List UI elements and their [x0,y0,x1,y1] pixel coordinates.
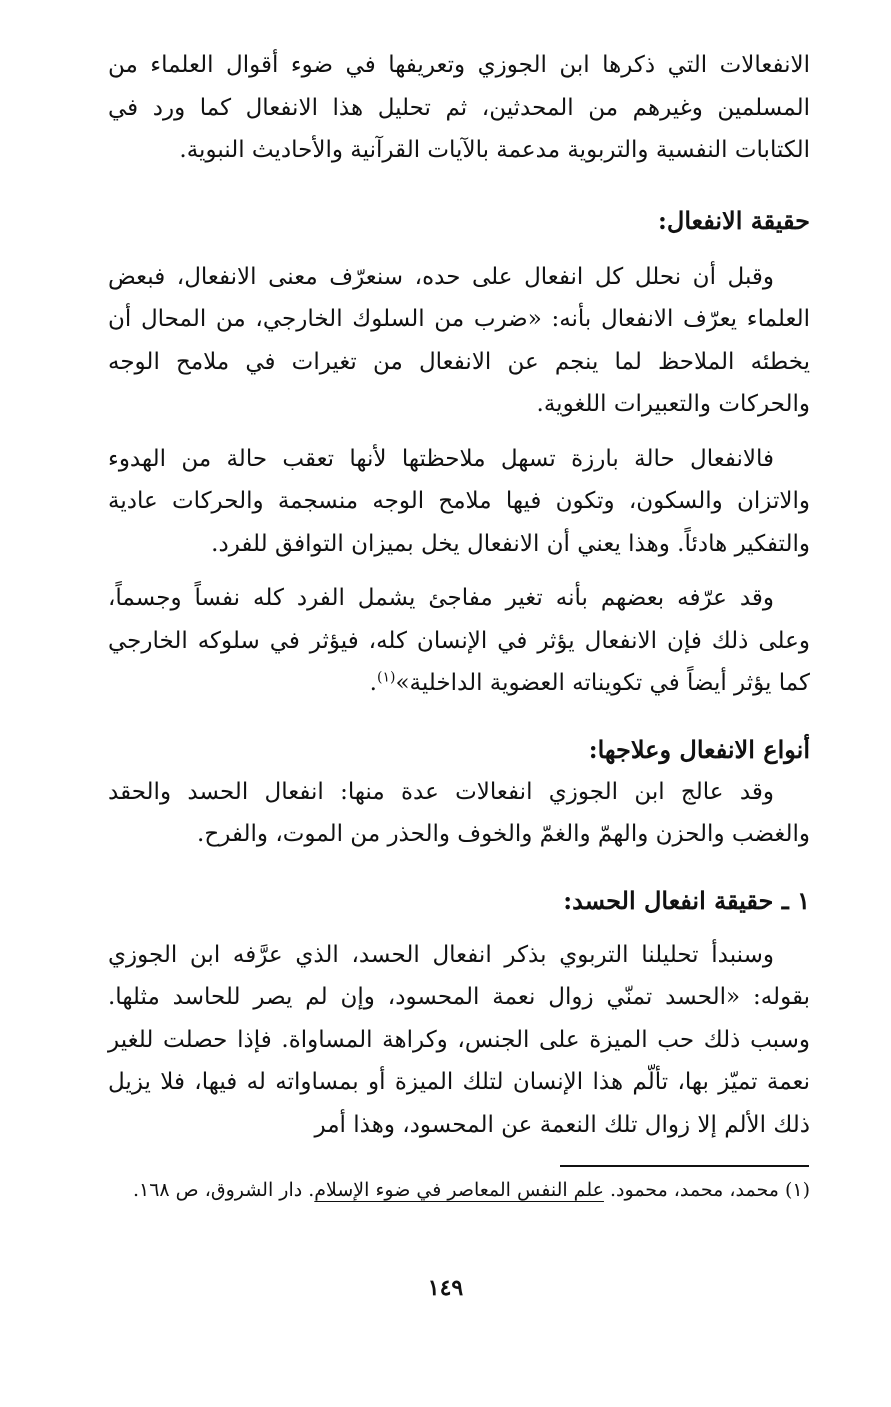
types-heading: أنواع الانفعال وعلاجها: [588,734,810,764]
footnote-reference: (١) [376,669,396,686]
footnote-book-title: علم النفس المعاصر في ضوء الإسلام [314,1179,604,1201]
envy-paragraph: وسنبدأ تحليلنا التربوي بذكر انفعال الحسد، الذي عرَّفه ابن الجوزي بقوله: «الحسد تمنّي زوال نعمة المحسود، وإن لم يصر للحاسد مثلها. وسبب ذلك حب الميزة على الجنس، وكراهة المساواة. فإذا حصلت للغير نعمة تميّز بها، تألّم هذا الإنسان لتلك الميزة أو بمساواته له فيها، فلا يزيل ذلك الألم إلا زوال تلك النعمة عن المحسود، وهذا أمر [108,941,810,1138]
reality-paragraph-3-end: . [369,670,377,696]
reality-paragraph-1: وقبل أن نحلل كل انفعال على حده، سنعرّف معنى الانفعال، فبعض العلماء يعرّف الانفعال بأنه: «ضرب من السلوك الخارجي، من المحال أن يخطئه الملاحظ لما ينجم عن الانفعال من تغيرات في ملامح الوجه والحركات والتعبيرات اللغوية. [108,263,810,417]
footnote-authors: محمد، محمد، محمود. [610,1179,779,1201]
envy-heading: ١ ـ حقيقة انفعال الحسد: [563,885,810,915]
footnote-divider [560,1165,809,1167]
page-number: ١٤٩ [427,1275,464,1301]
reality-paragraph-3-text: وقد عرّفه بعضهم بأنه تغير مفاجئ يشمل الفرد كله نفساً وجسماً، وعلى ذلك فإن الانفعال يؤثر في الإنسان كله، فيؤثر في سلوكه الخارجي كما يؤثر أيضاً في تكويناته العضوية الداخلية» [108,585,810,696]
reality-paragraph-2: فالانفعال حالة بارزة تسهل ملاحظتها لأنها تعقب حالة من الهدوء والاتزان والسكون، وتكون فيها ملامح الوجه منسجمة والحركات عادية والتفكير هادئاً. وهذا يعني أن الانفعال يخل بميزان التوافق للفرد. [108,445,810,557]
page-body [108,44,810,1146]
footnote [108,1170,810,1210]
reality-paragraph-3 [108,577,810,705]
footnote-publisher: . دار الشروق، ص ١٦٨. [132,1179,315,1201]
footnote-marker: (١) [784,1179,810,1201]
types-paragraph: وقد عالج ابن الجوزي انفعالات عدة منها: انفعال الحسد والحقد والغضب والحزن والهمّ والغمّ والخوف والحذر من الموت، والفرح. [108,778,810,847]
intro-paragraph: الانفعالات التي ذكرها ابن الجوزي وتعريفها في ضوء أقوال العلماء من المسلمين وغيرهم من المحدثين، ثم تحليل هذا الانفعال كما ورد في الكتابات النفسية والتربوية مدعمة بالآيات القرآنية والأحاديث النبوية. [108,52,810,163]
reality-heading: حقيقة الانفعال: [658,205,810,235]
